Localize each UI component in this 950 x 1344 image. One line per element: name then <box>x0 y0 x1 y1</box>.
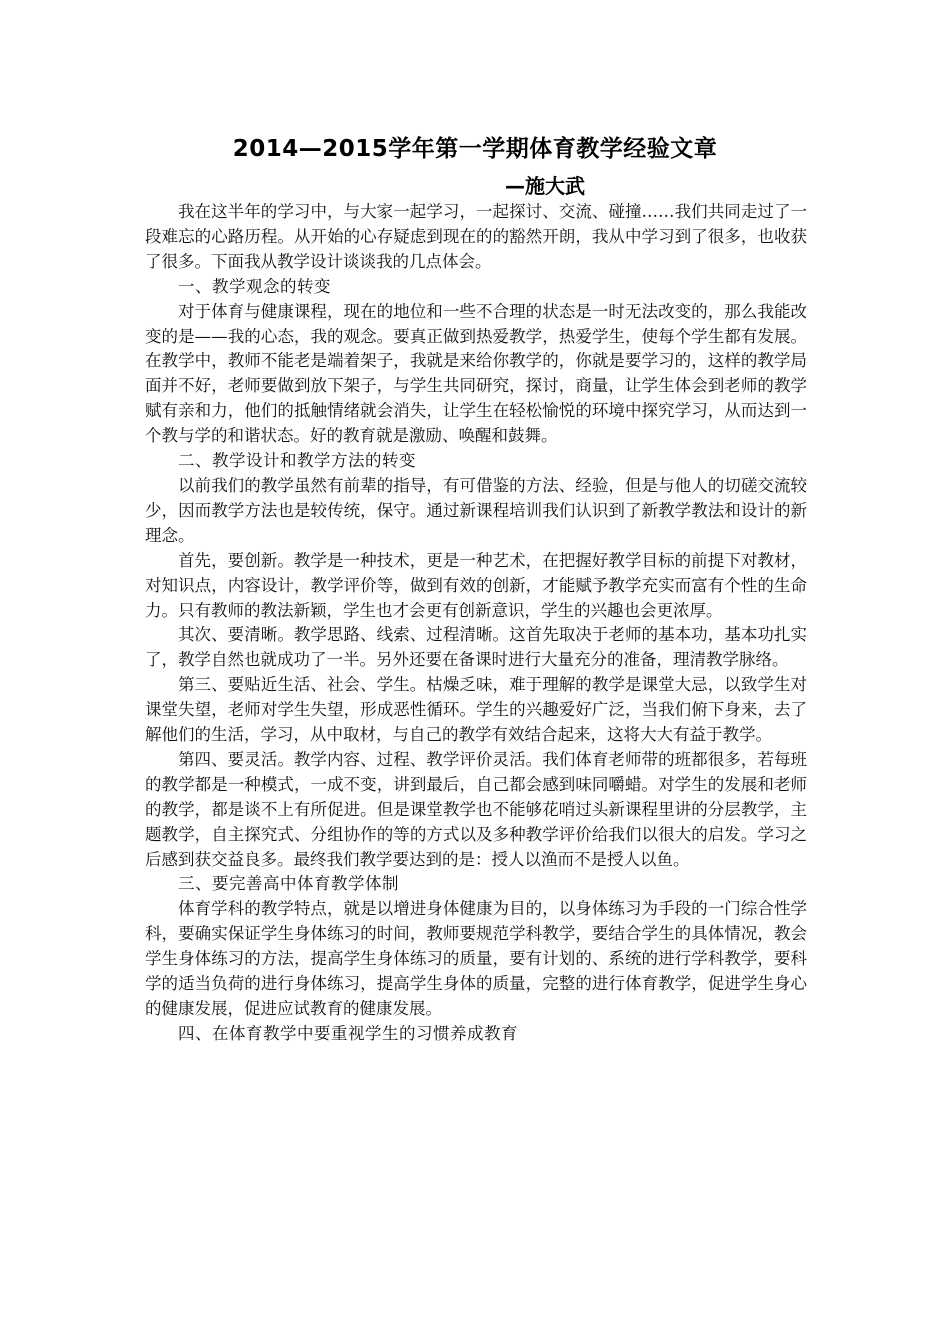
paragraph: 体育学科的教学特点，就是以增进身体健康为目的，以身体练习为手段的一门综合性学科，要确实保证学生身体练习的时间，教师要规范学科教学，要结合学生的具体情况，教会学生身体练习的方法，提高学生身体练习的质量，要有计划的、系统的进行学科教学，要科学的适当负荷的进行身体练习，提高学生身体的质量，完整的进行体育教学，促进学生身心的健康发展，促进应试教育的健康发展。 <box>145 899 807 1018</box>
paragraph: 其次、要清晰。教学思路、线索、过程清晰。这首先取决于老师的基本功，基本功扎实了，教学自然也就成功了一半。另外还要在备课时进行大量充分的准备，理清教学脉络。 <box>145 625 807 670</box>
section-heading-3: 三、要完善高中体育教学体制 <box>178 874 399 894</box>
paragraph-intro: 我在这半年的学习中，与大家一起学习，一起探讨、交流、碰撞……我们共同走过了一段难忘的心路历程。从开始的心存疑虑到现在的的豁然开朗，我从中学习到了很多，也收获了很多。下面我从教学设计谈谈我的几点体会。 <box>145 202 807 271</box>
paragraph: 首先，要创新。教学是一种技术，更是一种艺术，在把握好教学目标的前提下对教材，对知识点，内容设计，教学评价等，做到有效的创新，才能赋予教学充实而富有个性的生命力。只有教师的教法新颖，学生也才会更有创新意识，学生的兴趣也会更浓厚。 <box>145 550 807 620</box>
document-title: 2014—2015学年第一学期体育教学经验文章 <box>232 136 718 162</box>
section-heading-1: 一、教学观念的转变 <box>178 276 331 296</box>
section-heading-2: 二、教学设计和教学方法的转变 <box>178 451 416 471</box>
paragraph: 对于体育与健康课程，现在的地位和一些不合理的状态是一时无法改变的，那么我能改变的是——我的心态，我的观念。要真正做到热爱教学，热爱学生，使每个学生都有发展。在教学中，教师不能老是端着架子，我就是来给你教学的，你就是要学习的，这样的教学局面并不好，老师要做到放下架子，与学生共同研究，探讨，商量，让学生体会到老师的教学赋有亲和力，他们的抵触情绪就会消失，让学生在轻松愉悦的环境中探究学习，从而达到一个教与学的和谐状态。好的教育就是激励、唤醒和鼓舞。 <box>145 301 807 446</box>
section-heading-4: 四、在体育教学中要重视学生的习惯养成教育 <box>178 1023 518 1043</box>
document-author: —施大武 <box>505 174 585 198</box>
paragraph: 以前我们的教学虽然有前辈的指导，有可借鉴的方法、经验，但是与他人的切磋交流较少，因而教学方法也是较传统，保守。通过新课程培训我们认识到了新教学教法和设计的新理念。 <box>145 475 807 545</box>
paragraph: 第四、要灵活。教学内容、过程、教学评价灵活。我们体育老师带的班都很多，若每班的教学都是一种模式，一成不变，讲到最后，自己都会感到味同嚼蜡。对学生的发展和老师的教学，都是谈不上有所促进。但是课堂教学也不能够花哨过头新课程里讲的分层教学，主题教学，自主探究式、分组协作的等的方式以及多种教学评价给我们以很大的启发。学习之后感到获交益良多。最终我们教学要达到的是：授人以渔而不是授人以鱼。 <box>145 749 807 869</box>
document-body <box>145 200 807 1047</box>
paragraph: 第三、要贴近生活、社会、学生。枯燥乏味，难于理解的教学是课堂大忌，以致学生对课堂失望，老师对学生失望，形成恶性循环。学生的兴趣爱好广泛，当我们俯下身来，去了解他们的生活，学习，从中取材，与自己的教学有效结合起来，这将大大有益于教学。 <box>145 675 807 745</box>
